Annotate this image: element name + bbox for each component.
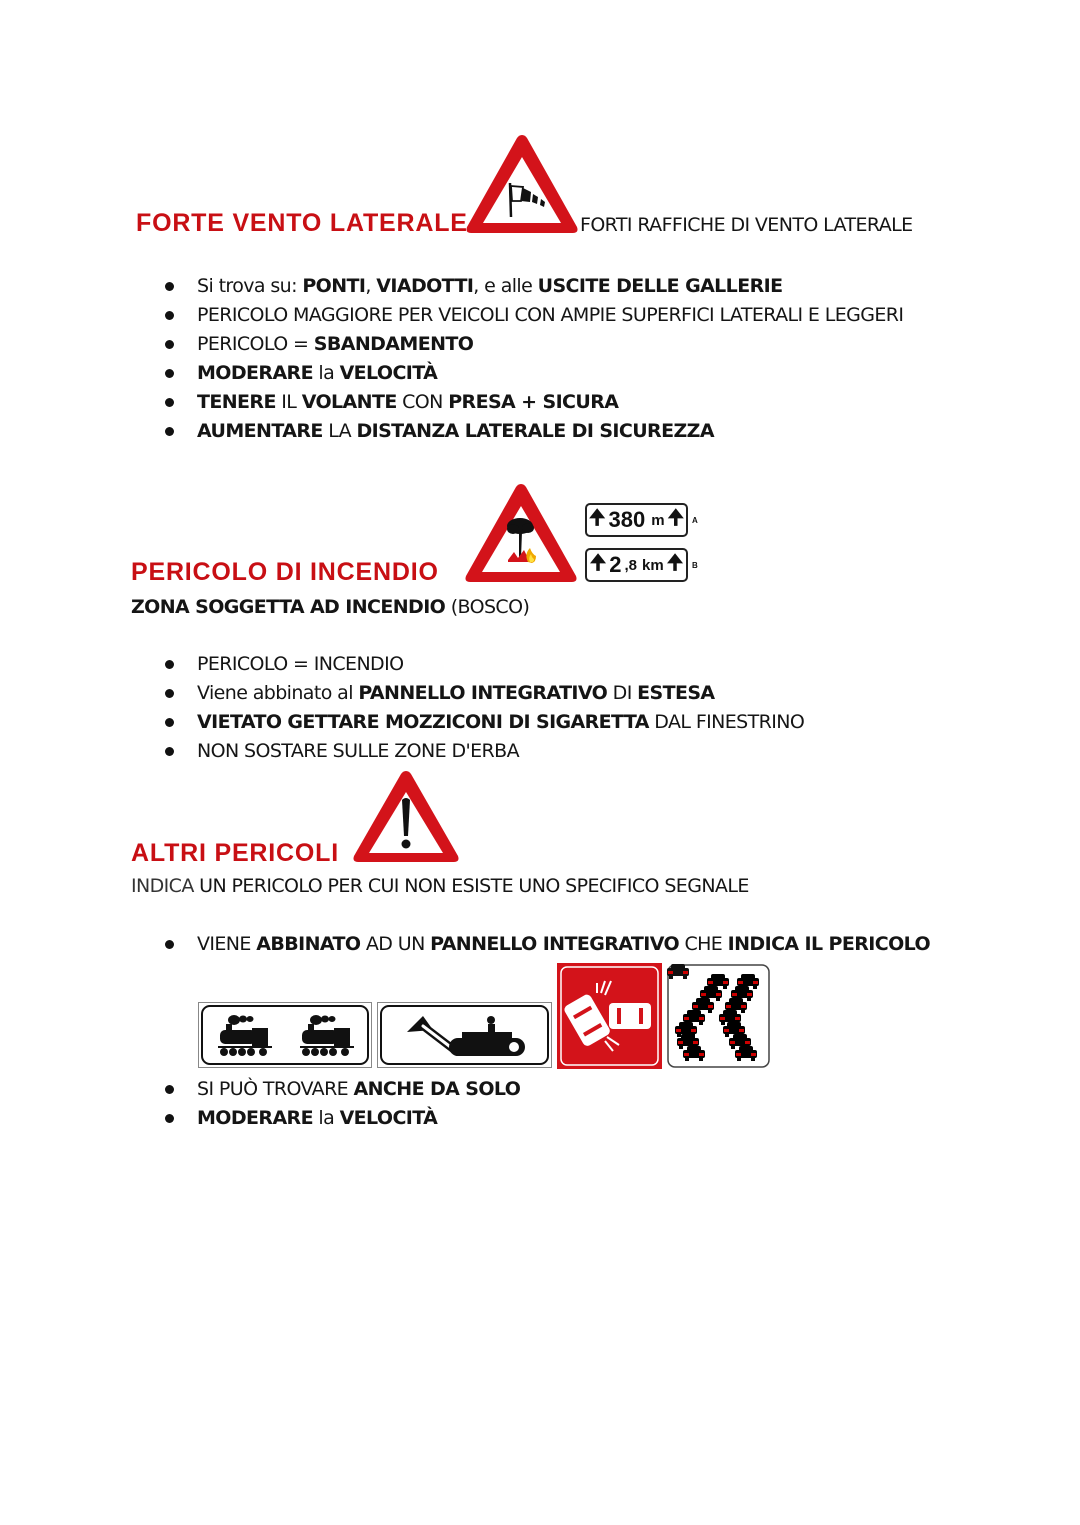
- panel-unit: m: [651, 511, 665, 529]
- text: la: [312, 362, 340, 384]
- text: VIENE: [197, 933, 257, 955]
- car-crash-panel-icon: [557, 963, 662, 1069]
- section-title: PERICOLO DI INCENDIO: [131, 558, 439, 586]
- text: PERICOLO = INCENDIO: [197, 653, 404, 675]
- section-title: FORTE VENTO LATERALE: [136, 209, 468, 237]
- section-title: ALTRI PERICOLI: [131, 839, 339, 867]
- text: DAL FINESTRINO: [648, 711, 805, 733]
- panel-value: 380: [608, 507, 646, 532]
- panel-letter: B: [692, 561, 698, 570]
- bold-text: VELOCITÀ: [339, 362, 438, 384]
- bold-text: ANCHE DA SOLO: [353, 1078, 521, 1100]
- text: DI: [607, 682, 638, 704]
- text: SI PUÒ TROVARE: [197, 1078, 354, 1100]
- bold-text: AUMENTARE: [197, 420, 323, 442]
- bold-text: TENERE: [197, 391, 276, 413]
- text: Si trova su:: [197, 275, 303, 297]
- bold-text: PANNELLO INTEGRATIVO: [358, 682, 608, 704]
- bold-text: MODERARE: [197, 1107, 313, 1129]
- list-item: [165, 1104, 520, 1133]
- windsock-warning-triangle-icon: [463, 131, 581, 237]
- traffic-queue-panel-icon: [667, 964, 770, 1068]
- text: la: [312, 1107, 340, 1129]
- bold-text: VOLANTE: [301, 391, 397, 413]
- list-item: [165, 417, 903, 446]
- tracked-excavator-panel-icon: [377, 1002, 552, 1068]
- steam-trains-panel-icon: [198, 1002, 372, 1068]
- bullet-list: [165, 272, 903, 446]
- list-item: [165, 301, 903, 330]
- subtitle-bold: ZONA SOGGETTA AD INCENDIO: [131, 596, 446, 618]
- bullet-list: [165, 1075, 520, 1133]
- text: ,: [365, 275, 377, 297]
- up-arrow-icon: 🠉: [667, 507, 685, 529]
- bold-text: VIETATO GETTARE MOZZICONI DI SIGARETTA: [197, 711, 649, 733]
- panel-unit: km: [642, 556, 664, 574]
- panel-letter: A: [692, 516, 698, 525]
- text: Viene abbinato al: [197, 682, 359, 704]
- list-item: [165, 388, 903, 417]
- bold-text: ABBINATO: [256, 933, 361, 955]
- list-item: [165, 737, 804, 766]
- list-item: [165, 679, 804, 708]
- bold-text: VIADOTTI: [376, 275, 474, 297]
- bullet-list: [165, 930, 930, 959]
- bold-text: PANNELLO INTEGRATIVO: [430, 933, 680, 955]
- text: LA: [322, 420, 357, 442]
- distance-panel-a: [585, 503, 688, 537]
- list-item: [165, 272, 903, 301]
- subtitle-light: INDICA: [131, 875, 194, 897]
- bold-text: PONTI: [302, 275, 366, 297]
- text: CHE: [679, 933, 728, 955]
- up-arrow-icon: 🠉: [666, 552, 684, 574]
- distance-panel-b: [585, 548, 688, 582]
- bold-text: ESTESA: [637, 682, 715, 704]
- list-item: [165, 330, 903, 359]
- exclamation-warning-triangle-icon: [350, 768, 462, 866]
- text: CON: [396, 391, 449, 413]
- text: IL: [275, 391, 302, 413]
- section-subtitle: [131, 875, 749, 897]
- burning-tree-warning-triangle-icon: [462, 480, 580, 586]
- up-arrow-icon: 🠉: [589, 552, 607, 574]
- subtitle-normal: (BOSCO): [445, 596, 530, 618]
- text: PERICOLO =: [197, 333, 314, 355]
- bold-text: INDICA IL PERICOLO: [727, 933, 931, 955]
- text: NON SOSTARE SULLE ZONE D'ERBA: [197, 740, 519, 762]
- bullet-list: [165, 650, 804, 766]
- text: , e alle: [473, 275, 538, 297]
- bold-text: VELOCITÀ: [339, 1107, 438, 1129]
- panel-value: 2: [609, 552, 622, 577]
- section-caption: FORTI RAFFICHE DI VENTO LATERALE: [580, 214, 913, 236]
- bold-text: USCITE DELLE GALLERIE: [537, 275, 783, 297]
- bold-text: PRESA + SICURA: [448, 391, 619, 413]
- text: AD UN: [360, 933, 431, 955]
- list-item: [165, 1075, 520, 1104]
- bold-text: MODERARE: [197, 362, 313, 384]
- panel-decimal: ,8: [624, 556, 638, 574]
- list-item: [165, 650, 804, 679]
- list-item: [165, 708, 804, 737]
- text: PERICOLO MAGGIORE PER VEICOLI CON AMPIE SUPERFICI LATERALI E LEGGERI: [197, 304, 904, 326]
- up-arrow-icon: 🠉: [588, 507, 606, 529]
- list-item: [165, 930, 930, 959]
- subtitle-normal: UN PERICOLO PER CUI NON ESISTE UNO SPECIFICO SEGNALE: [193, 875, 749, 897]
- bold-text: SBANDAMENTO: [313, 333, 474, 355]
- bold-text: DISTANZA LATERALE DI SICUREZZA: [356, 420, 714, 442]
- section-subtitle: [131, 596, 529, 618]
- list-item: [165, 359, 903, 388]
